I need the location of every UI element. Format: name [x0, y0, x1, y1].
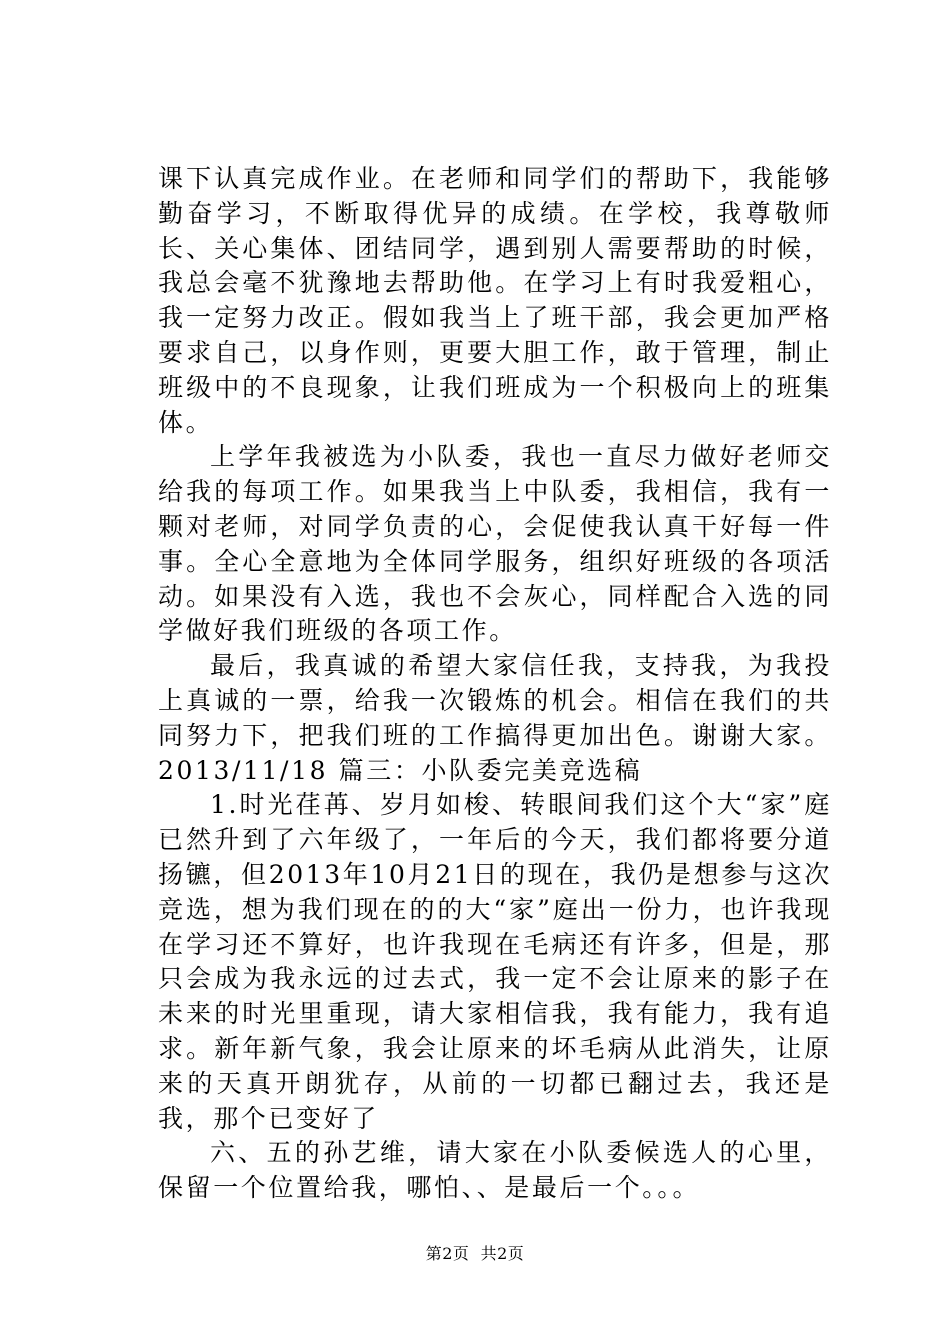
- paragraph-final-request: 六、五的孙艺维，请大家在小队委候选人的心里，保留一个位置给我，哪怕、、是最后一个。。。: [158, 1138, 832, 1203]
- page-footer: [0, 1244, 950, 1264]
- paragraph-continued: 课下认真完成作业。在老师和同学们的帮助下，我能够勤奋学习，不断取得优异的成绩。在学校，我尊敬师长、关心集体、团结同学，遇到别人需要帮助的时候，我总会毫不犹豫地去帮助他。在学习上有时我爱粗心，我一定努力改正。假如我当上了班干部，我会更加严格要求自己，以身作则，更要大胆工作，敢于管理，制止班级中的不良现象，让我们班成为一个积极向上的班集体。: [158, 164, 832, 437]
- footer-spacer: [469, 1244, 480, 1263]
- paragraph-closing: 最后，我真诚的希望大家信任我，支持我，为我投上真诚的一票，给我一次锻炼的机会。相信在我们的共同努力下，把我们班的工作搞得更加出色。谢谢大家。2013/11/18 篇三：小队委完美竞选稿: [158, 651, 832, 785]
- page-number: 第2页: [425, 1244, 470, 1263]
- paragraph-speech-three: 1.时光荏苒、岁月如梭、转眼间我们这个大“家”庭已然升到了六年级了，一年后的今天，我们都将要分道扬镳，但2013年10月21日的现在，我仍是想参与这次竞选，想为我们现在的的大“家”庭出一份力，也许我现在学习还不算好，也许我现在毛病还有许多，但是，那只会成为我永远的过去式，我一定不会让原来的影子在未来的时光里重现，请大家相信我，我有能力，我有追求。新年新气象，我会让原来的坏毛病从此消失，让原来的天真开朗犹存，从前的一切都已翻过去，我还是我，那个已变好了: [158, 790, 832, 1133]
- document-body: [158, 162, 832, 1206]
- page-total: 共2页: [480, 1244, 525, 1263]
- paragraph-previous-term: 上学年我被选为小队委，我也一直尽力做好老师交给我的每项工作。如果我当上中队委，我相信，我有一颗对老师，对同学负责的心，会促使我认真干好每一件事。全心全意地为全体同学服务，组织好班级的各项活动。如果没有入选，我也不会灰心，同样配合入选的同学做好我们班级的各项工作。: [158, 442, 832, 646]
